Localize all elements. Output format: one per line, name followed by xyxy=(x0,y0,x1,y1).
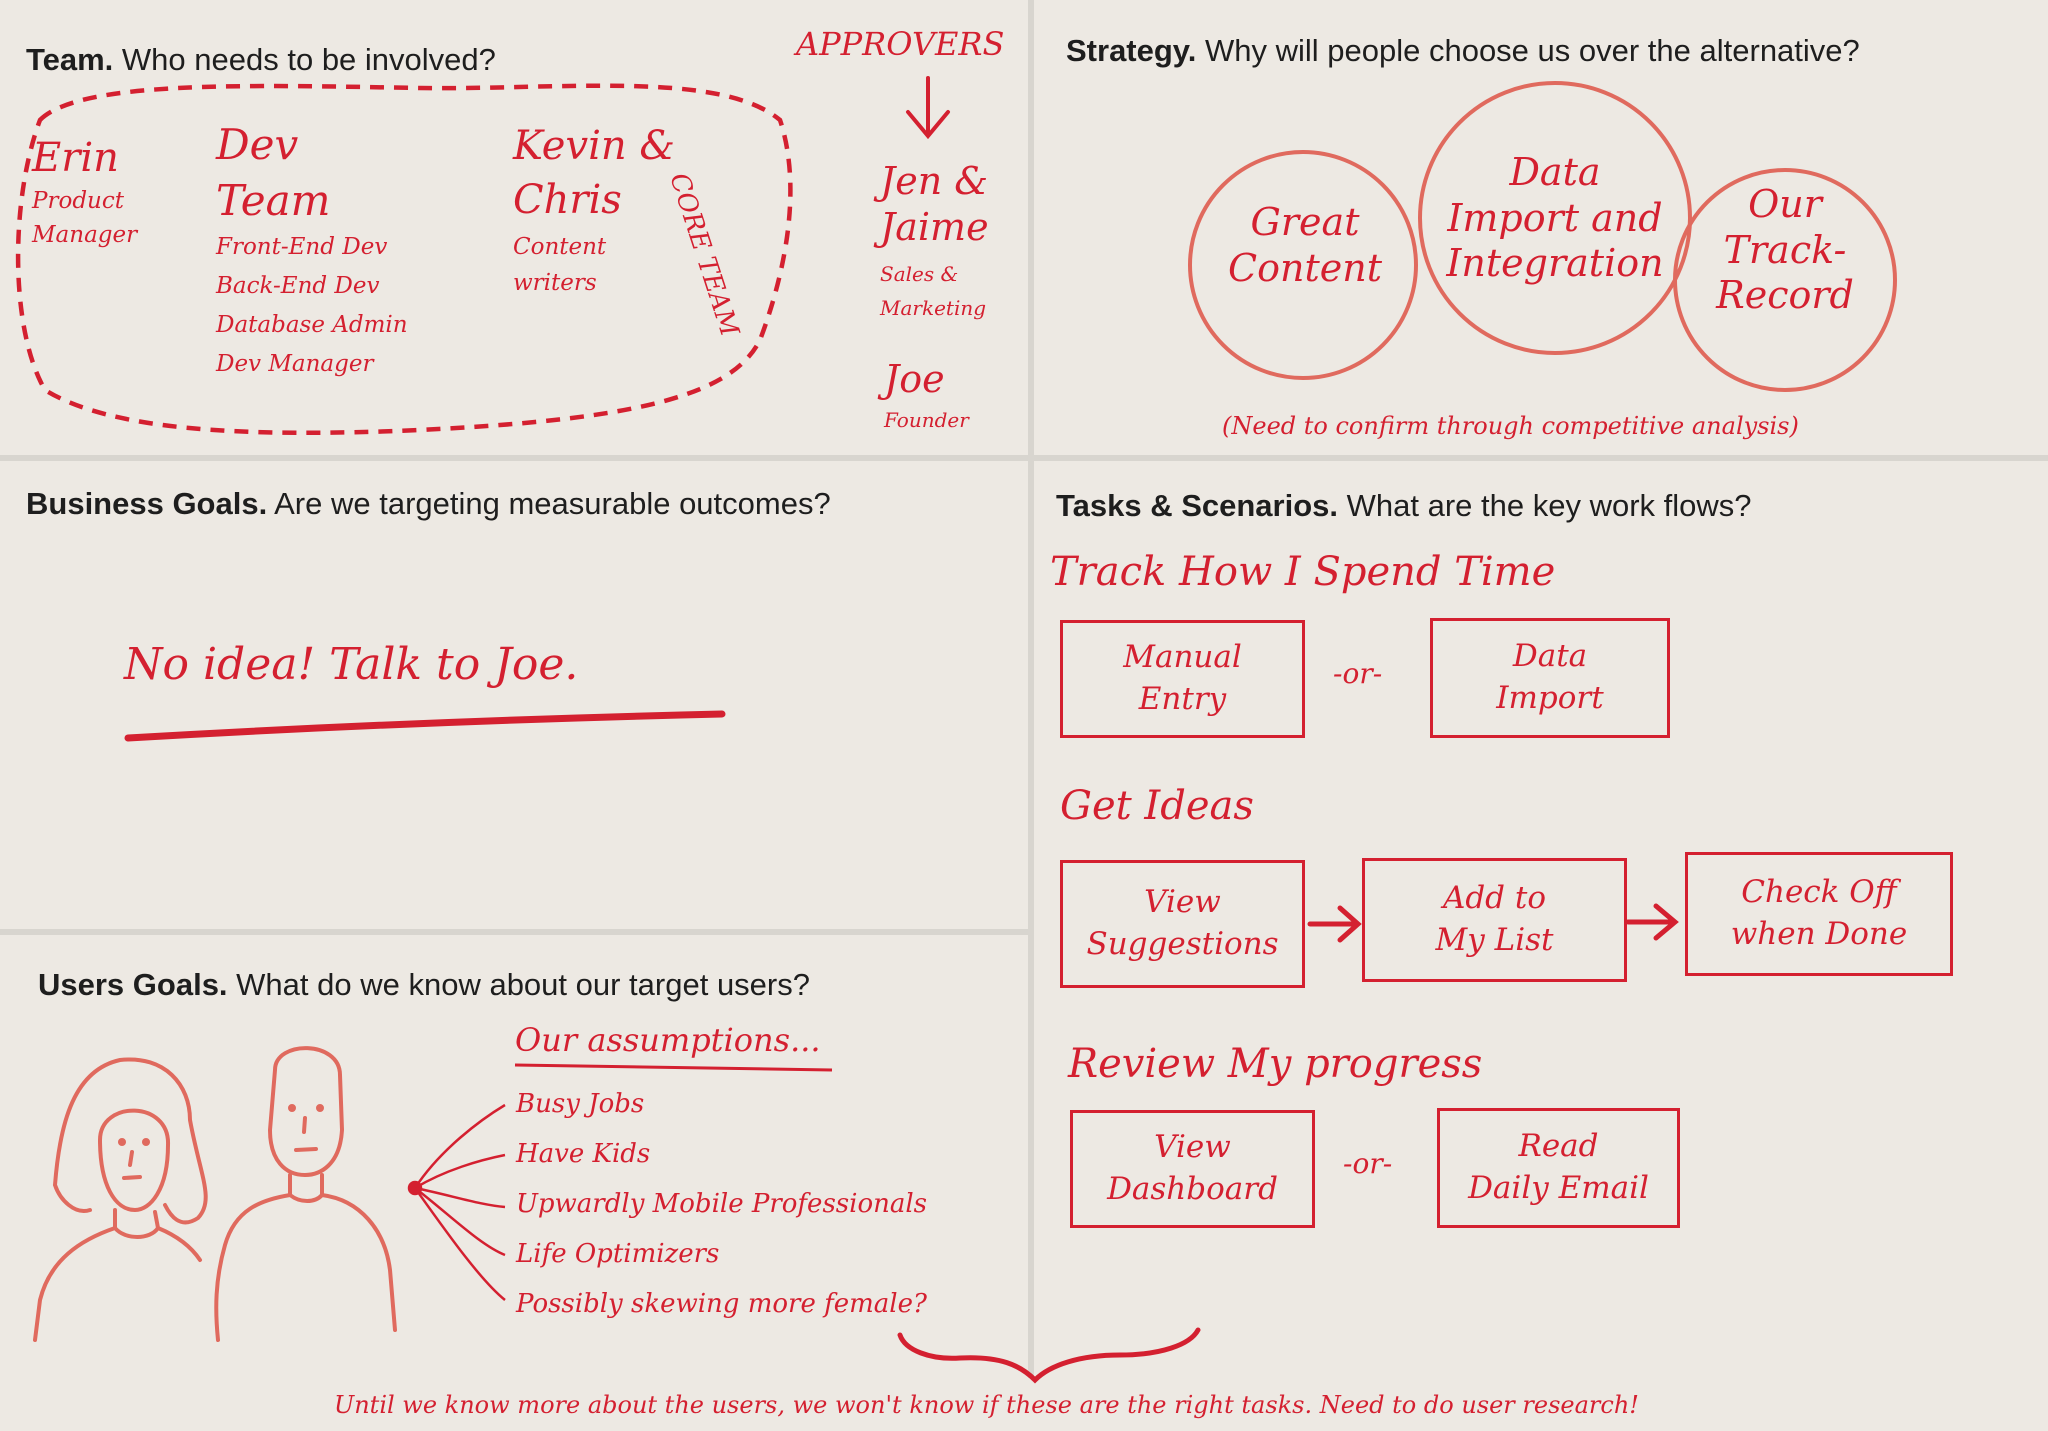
footer-brace xyxy=(900,1330,1198,1380)
assumption-item: Life Optimizers xyxy=(516,1239,720,1269)
dev-team-role: Front-End Dev xyxy=(216,234,388,260)
strategy-circle-label-line: Data xyxy=(1509,150,1601,194)
flow-step-line: Data xyxy=(1512,638,1588,675)
flow-step-line: View xyxy=(1144,884,1221,921)
flow-title: Track How I Spend Time xyxy=(1050,549,1556,595)
flow-step-line: Add to xyxy=(1442,880,1547,917)
flow-step-line: Import xyxy=(1496,680,1604,716)
tasks-heading-question: What are the key work flows? xyxy=(1346,488,1752,523)
strategy-circle-label-line: Record xyxy=(1716,273,1854,318)
flow-step-line: Dashboard xyxy=(1107,1171,1278,1207)
erin-role-line2: Manager xyxy=(32,222,138,248)
flow-or-connector: -or- xyxy=(1343,1147,1393,1180)
flow-step-box xyxy=(1362,858,1627,982)
strategy-circle-label-line: Our xyxy=(1748,182,1822,226)
strategy-circle-label-line: Great xyxy=(1250,200,1360,244)
jen-jaime-name-line2: Jaime xyxy=(880,205,989,249)
business-heading-bold: Business Goals. xyxy=(26,486,268,521)
strategy-heading xyxy=(1066,33,1860,69)
jen-jaime-role-line2: Marketing xyxy=(880,296,987,320)
team-heading-bold: Team. xyxy=(26,42,114,77)
flow-step-line: My List xyxy=(1435,922,1554,958)
approvers-label: APPROVERS xyxy=(796,25,1005,63)
flow-step-line: Check Off xyxy=(1741,874,1897,911)
kevin-chris-role-line2: writers xyxy=(513,270,597,296)
users-sketch xyxy=(35,1048,395,1340)
joe-name: Joe xyxy=(884,357,945,401)
assumptions-label: Our assumptions... xyxy=(515,1021,821,1059)
users-heading-bold: Users Goals. xyxy=(38,967,228,1002)
flow-step-box xyxy=(1437,1108,1680,1228)
erin-name: Erin xyxy=(32,135,119,181)
strategy-circle-label-line: Track- xyxy=(1723,227,1847,272)
jen-jaime-name-line1: Jen & xyxy=(880,159,989,203)
users-heading xyxy=(38,967,810,1003)
flow-step-box xyxy=(1430,618,1670,738)
footer-note: Until we know more about the users, we won't know if these are the right tasks. Need to do user research! xyxy=(334,1391,1639,1419)
assumption-item: Possibly skewing more female? xyxy=(516,1289,927,1319)
flow-step-box xyxy=(1685,852,1953,976)
flow-step-line: Manual xyxy=(1123,639,1242,676)
dev-team-name-line1: Dev xyxy=(216,120,299,169)
flow-step-box xyxy=(1070,1110,1315,1228)
business-heading-question: Are we targeting measurable outcomes? xyxy=(274,486,831,521)
flow-step-line: View xyxy=(1154,1129,1231,1166)
dev-team-role: Dev Manager xyxy=(216,351,374,377)
jen-jaime-role-line1: Sales & xyxy=(880,262,959,286)
flow-title: Get Ideas xyxy=(1060,783,1254,829)
tasks-heading xyxy=(1056,488,1752,524)
dev-team-name-line2: Team xyxy=(216,176,331,225)
flow-step-line: Read xyxy=(1518,1128,1599,1165)
dev-team-role: Database Admin xyxy=(216,312,408,338)
flow-step-line: Daily Email xyxy=(1468,1170,1649,1206)
assumptions-branches xyxy=(409,1105,505,1300)
flow-title: Review My progress xyxy=(1068,1041,1483,1087)
flow-step-box xyxy=(1060,860,1305,988)
joe-role: Founder xyxy=(884,408,969,432)
business-answer: No idea! Talk to Joe. xyxy=(124,639,579,690)
strategy-heading-bold: Strategy. xyxy=(1066,33,1197,68)
flow-step-box xyxy=(1060,620,1305,738)
team-heading-question: Who needs to be involved? xyxy=(121,42,496,77)
strategy-circle-label-line: Import and xyxy=(1447,195,1663,240)
strategy-circle-label-line: Integration xyxy=(1446,241,1664,286)
flow-step-line: Entry xyxy=(1138,681,1227,717)
flow-step-line: Suggestions xyxy=(1086,926,1279,962)
team-heading xyxy=(26,42,496,78)
strategy-circle-label-line: Content xyxy=(1228,245,1382,290)
kevin-chris-role-line1: Content xyxy=(513,234,607,260)
assumption-item: Busy Jobs xyxy=(516,1089,645,1119)
users-heading-question: What do we know about our target users? xyxy=(236,967,810,1002)
strategy-note: (Need to confirm through competitive analysis) xyxy=(1222,412,1799,440)
erin-role-line1: Product xyxy=(32,188,124,214)
kevin-chris-name-line1: Kevin & xyxy=(513,123,675,169)
kevin-chris-name-line2: Chris xyxy=(513,177,622,223)
strategy-heading-question: Why will people choose us over the alternative? xyxy=(1204,33,1860,68)
approvers-arrow xyxy=(908,78,948,136)
assumption-item: Upwardly Mobile Professionals xyxy=(516,1189,927,1219)
assumptions-underline xyxy=(515,1065,832,1070)
business-underline xyxy=(128,714,722,738)
strategy-circle-label xyxy=(1205,200,1405,291)
flow-or-connector: -or- xyxy=(1333,657,1383,690)
flow-step-line: when Done xyxy=(1730,916,1908,952)
assumption-item: Have Kids xyxy=(516,1139,651,1169)
business-heading xyxy=(26,486,831,522)
strategy-circle-label xyxy=(1410,150,1700,287)
strategy-circle-label xyxy=(1685,182,1885,319)
dev-team-role: Back-End Dev xyxy=(216,273,380,299)
core-team-label: CORE TEAM xyxy=(663,169,745,341)
tasks-heading-bold: Tasks & Scenarios. xyxy=(1056,488,1339,523)
